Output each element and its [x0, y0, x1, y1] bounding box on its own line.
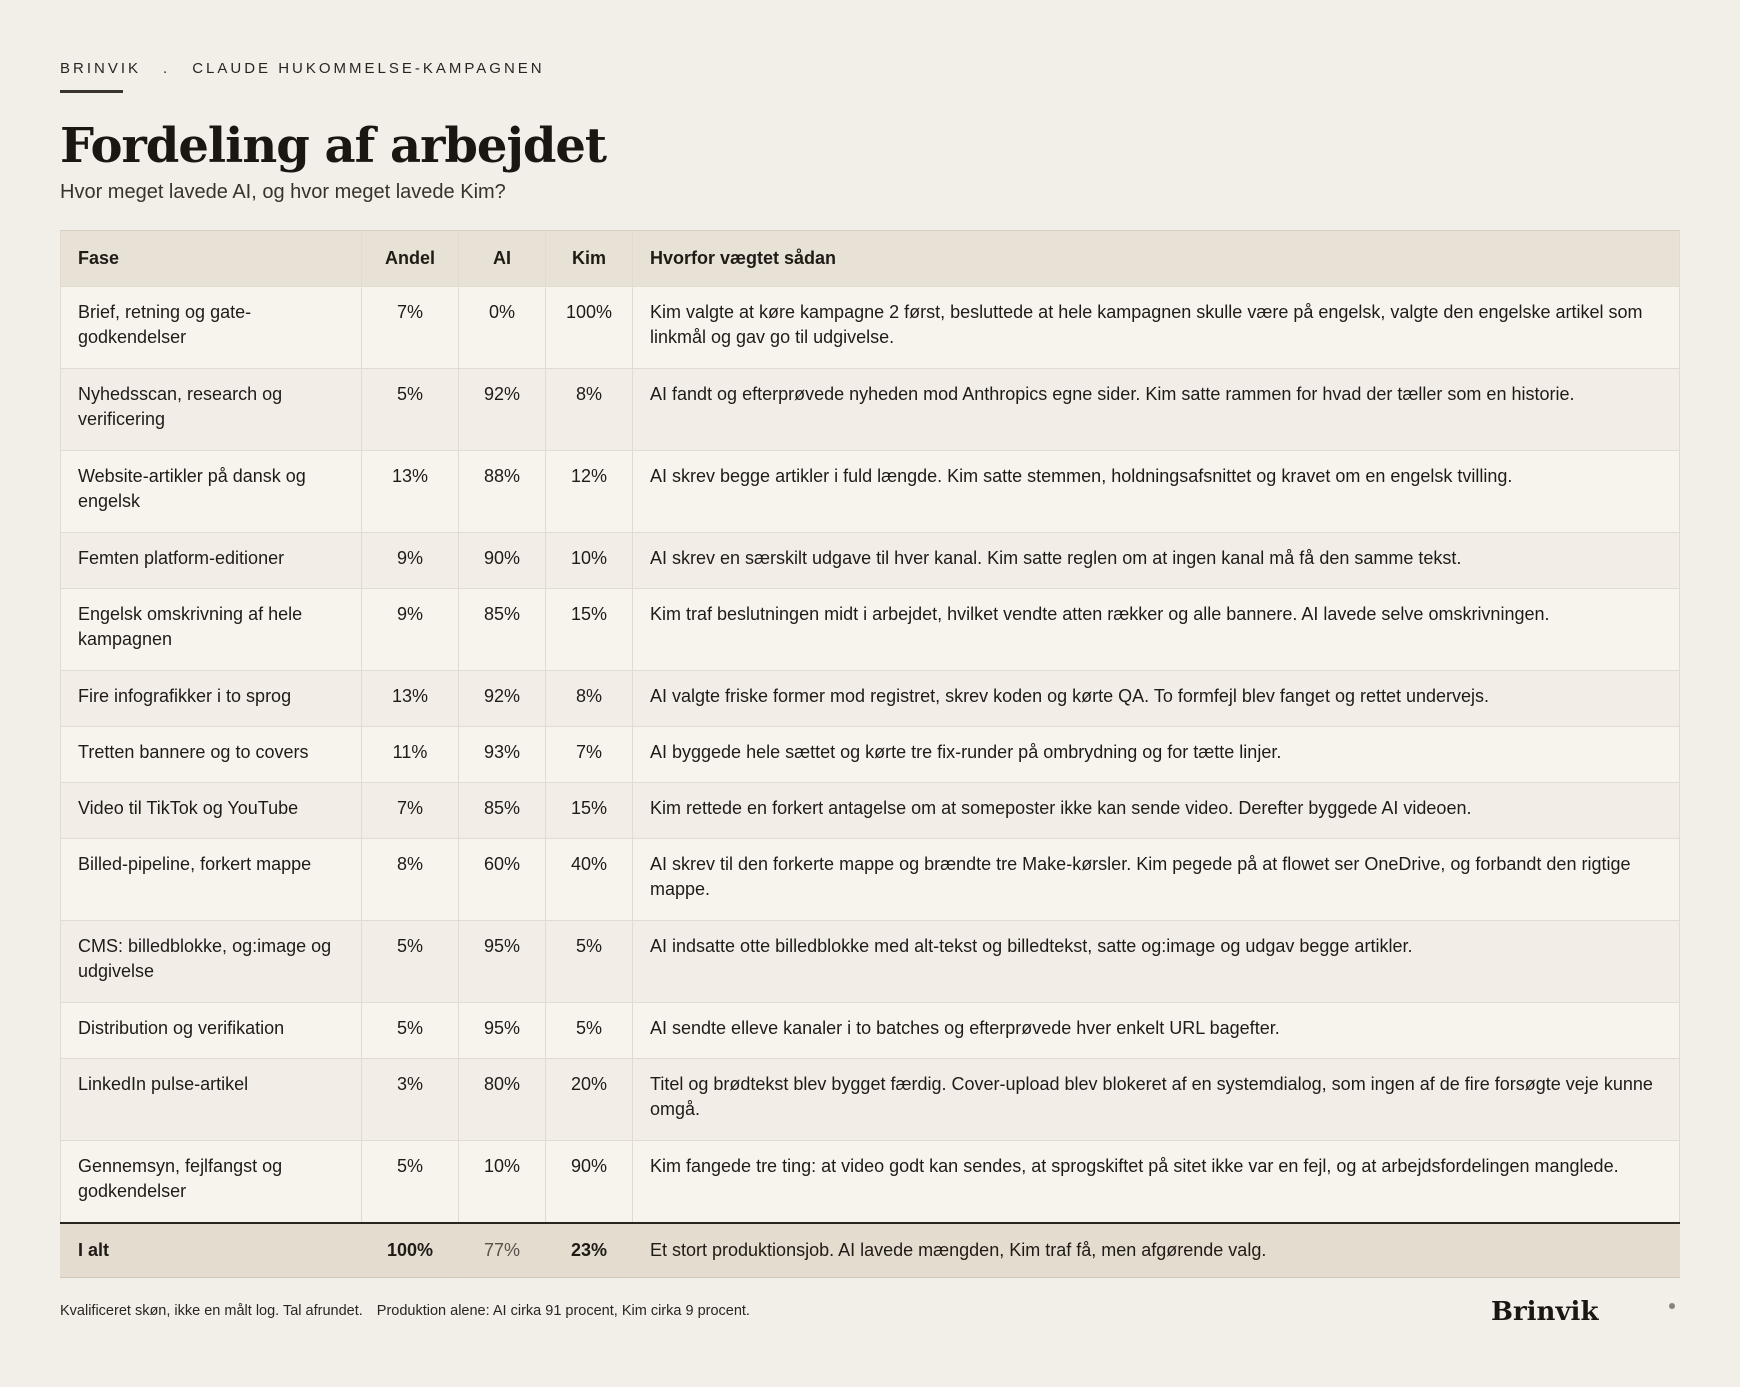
column-header-kim: Kim	[546, 231, 633, 287]
cell-share: 7%	[362, 287, 459, 369]
kicker-rule	[60, 90, 123, 93]
page-dot	[1669, 1303, 1675, 1309]
cell-kim: 100%	[546, 287, 633, 369]
cell-kim: 7%	[546, 727, 633, 783]
total-share: 100%	[362, 1223, 459, 1278]
table-row	[61, 921, 1680, 1003]
column-header-ai: AI	[459, 231, 546, 287]
kicker-campaign: CLAUDE HUKOMMELSE-KAMPAGNEN	[192, 60, 545, 77]
cell-why: Kim fangede tre ting: at video godt kan sendes, at sprogskiftet på sitet ikke var en fejl, og at arbejdsfordelingen manglede.	[633, 1141, 1680, 1224]
brand-logo: Brinvik	[1491, 1297, 1599, 1327]
cell-why: Kim traf beslutningen midt i arbejdet, hvilket vendte atten rækker og alle bannere. AI lavede selve omskrivningen.	[633, 589, 1680, 671]
cell-phase: Distribution og verifikation	[61, 1003, 362, 1059]
cell-kim: 40%	[546, 839, 633, 921]
cell-why: AI indsatte otte billedblokke med alt-tekst og billedtekst, satte og:image og udgav begge artikler.	[633, 921, 1680, 1003]
cell-why: Kim valgte at køre kampagne 2 først, besluttede at hele kampagnen skulle være på engelsk, valgte den engelske artikel som linkmål og gav go til udgivelse.	[633, 287, 1680, 369]
total-why: Et stort produktionsjob. AI lavede mængden, Kim traf få, men afgørende valg.	[633, 1223, 1680, 1278]
cell-share: 7%	[362, 783, 459, 839]
total-ai: 77%	[459, 1223, 546, 1278]
table-header-row	[61, 231, 1680, 287]
cell-kim: 20%	[546, 1059, 633, 1141]
total-row	[61, 1223, 1680, 1278]
cell-share: 13%	[362, 451, 459, 533]
work-distribution-table	[60, 230, 1680, 1278]
footnote	[60, 1303, 750, 1319]
cell-ai: 85%	[459, 783, 546, 839]
cell-phase: Tretten bannere og to covers	[61, 727, 362, 783]
cell-share: 5%	[362, 1141, 459, 1224]
cell-phase: Engelsk omskrivning af hele kampagnen	[61, 589, 362, 671]
cell-ai: 90%	[459, 533, 546, 589]
cell-why: AI valgte friske former mod registret, skrev koden og kørte QA. To formfejl blev fanget og rettet undervejs.	[633, 671, 1680, 727]
cell-ai: 92%	[459, 671, 546, 727]
column-header-why: Hvorfor vægtet sådan	[633, 231, 1680, 287]
cell-ai: 95%	[459, 921, 546, 1003]
cell-kim: 5%	[546, 1003, 633, 1059]
table-row	[61, 839, 1680, 921]
footnote-estimate: Kvalificeret skøn, ikke en målt log. Tal afrundet.	[60, 1303, 363, 1319]
cell-ai: 92%	[459, 369, 546, 451]
cell-why: AI skrev til den forkerte mappe og brændte tre Make-kørsler. Kim pegede på at flowet ser OneDrive, og forbandt den rigtige mappe.	[633, 839, 1680, 921]
cell-kim: 90%	[546, 1141, 633, 1224]
cell-kim: 15%	[546, 589, 633, 671]
kicker-separator: .	[163, 60, 171, 77]
cell-phase: Femten platform-editioner	[61, 533, 362, 589]
total-kim: 23%	[546, 1223, 633, 1278]
cell-share: 3%	[362, 1059, 459, 1141]
column-header-share: Andel	[362, 231, 459, 287]
cell-phase: Gennemsyn, fejlfangst og godkendelser	[61, 1141, 362, 1224]
cell-why: AI fandt og efterprøvede nyheden mod Anthropics egne sider. Kim satte rammen for hvad der tæller som en historie.	[633, 369, 1680, 451]
cell-phase: Video til TikTok og YouTube	[61, 783, 362, 839]
cell-kim: 15%	[546, 783, 633, 839]
footnote-production: Produktion alene: AI cirka 91 procent, Kim cirka 9 procent.	[376, 1303, 750, 1319]
cell-phase: Brief, retning og gate-godkendelser	[61, 287, 362, 369]
cell-share: 5%	[362, 369, 459, 451]
table-row	[61, 369, 1680, 451]
cell-ai: 88%	[459, 451, 546, 533]
cell-why: AI skrev begge artikler i fuld længde. Kim satte stemmen, holdningsafsnittet og kravet om en engelsk tvilling.	[633, 451, 1680, 533]
table-row	[61, 727, 1680, 783]
cell-share: 9%	[362, 589, 459, 671]
cell-share: 9%	[362, 533, 459, 589]
cell-share: 8%	[362, 839, 459, 921]
cell-why: AI skrev en særskilt udgave til hver kanal. Kim satte reglen om at ingen kanal må få den samme tekst.	[633, 533, 1680, 589]
kicker-brand: BRINVIK	[60, 60, 142, 77]
cell-kim: 8%	[546, 671, 633, 727]
table-row	[61, 1141, 1680, 1224]
cell-why: AI sendte elleve kanaler i to batches og efterprøvede hver enkelt URL bagefter.	[633, 1003, 1680, 1059]
cell-phase: Fire infografikker i to sprog	[61, 671, 362, 727]
table-row	[61, 1059, 1680, 1141]
cell-ai: 10%	[459, 1141, 546, 1224]
cell-ai: 80%	[459, 1059, 546, 1141]
table-row	[61, 671, 1680, 727]
cell-kim: 5%	[546, 921, 633, 1003]
cell-share: 5%	[362, 1003, 459, 1059]
cell-why: Titel og brødtekst blev bygget færdig. Cover-upload blev blokeret af en systemdialog, som ingen af de fire forsøgte veje kunne omgå.	[633, 1059, 1680, 1141]
page-subtitle: Hvor meget lavede AI, og hvor meget lavede Kim?	[60, 181, 506, 203]
cell-share: 11%	[362, 727, 459, 783]
cell-ai: 85%	[459, 589, 546, 671]
table-row	[61, 783, 1680, 839]
cell-ai: 93%	[459, 727, 546, 783]
cell-phase: Billed-pipeline, forkert mappe	[61, 839, 362, 921]
cell-why: Kim rettede en forkert antagelse om at someposter ikke kan sende video. Derefter byggede AI videoen.	[633, 783, 1680, 839]
cell-phase: CMS: billedblokke, og:image og udgivelse	[61, 921, 362, 1003]
cell-ai: 95%	[459, 1003, 546, 1059]
cell-ai: 60%	[459, 839, 546, 921]
cell-phase: Nyhedsscan, research og verificering	[61, 369, 362, 451]
cell-kim: 10%	[546, 533, 633, 589]
table-row	[61, 287, 1680, 369]
total-label: I alt	[61, 1223, 362, 1278]
cell-share: 13%	[362, 671, 459, 727]
cell-kim: 8%	[546, 369, 633, 451]
table-row	[61, 589, 1680, 671]
column-header-phase: Fase	[61, 231, 362, 287]
kicker	[60, 60, 545, 77]
cell-ai: 0%	[459, 287, 546, 369]
cell-phase: LinkedIn pulse-artikel	[61, 1059, 362, 1141]
page-title: Fordeling af arbejdet	[60, 118, 607, 174]
table-row	[61, 533, 1680, 589]
cell-why: AI byggede hele sættet og kørte tre fix-runder på ombrydning og for tætte linjer.	[633, 727, 1680, 783]
cell-phase: Website-artikler på dansk og engelsk	[61, 451, 362, 533]
cell-share: 5%	[362, 921, 459, 1003]
cell-kim: 12%	[546, 451, 633, 533]
table-row	[61, 451, 1680, 533]
table-row	[61, 1003, 1680, 1059]
